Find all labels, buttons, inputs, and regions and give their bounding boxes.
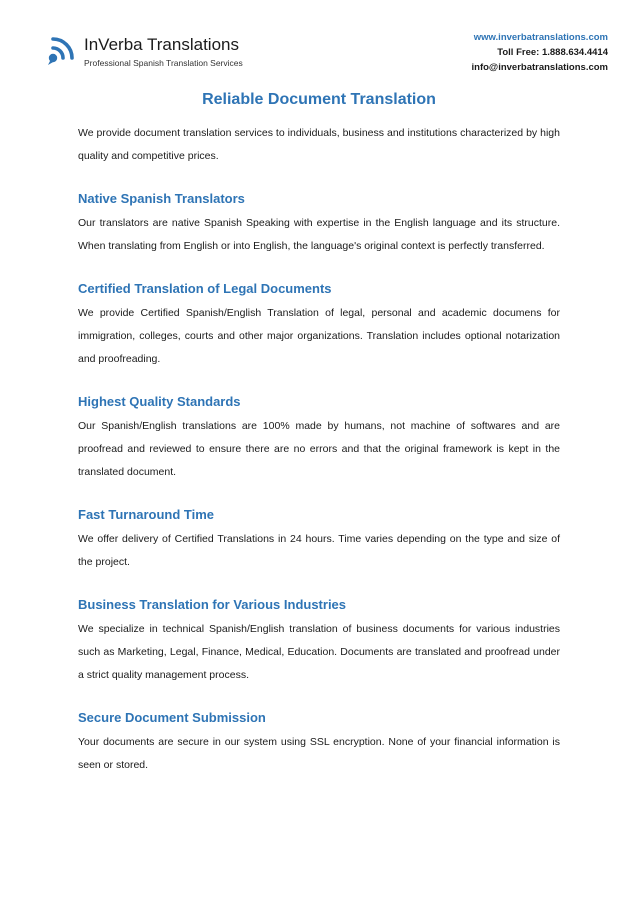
speech-wave-icon — [44, 34, 76, 66]
intro-paragraph: We provide document translation services to individuals, business and institutions characterized by high quality and competitive prices. — [78, 127, 560, 162]
section-turnaround-time — [78, 506, 560, 574]
section-body: We specialize in technical Spanish/English translation of business documents for various industries such as Marketing, Legal, Finance, Medical, Education. Documents are translated and proofread under a strict quality management process. — [78, 623, 560, 681]
section-body: We offer delivery of Certified Translations in 24 hours. Time varies depending on the type and size of the project. — [78, 533, 560, 568]
section-business-translation — [78, 596, 560, 687]
section-heading: Certified Translation of Legal Documents — [78, 281, 332, 296]
phone-number: Toll Free: 1.888.634.4414 — [497, 47, 608, 58]
brand-name: InVerba Translations — [84, 35, 239, 54]
section-body: Your documents are secure in our system using SSL encryption. None of your financial information is seen or stored. — [78, 736, 560, 771]
section-native-translators — [78, 190, 560, 258]
section-body: Our translators are native Spanish Speaking with expertise in the English language and its structure. When translating from English or into English, the language's original context is perfectly transferred. — [78, 217, 560, 252]
section-body: We provide Certified Spanish/English Translation of legal, personal and academic documens for immigration, colleges, courts and other major organizations. Translation includes optional notarization and proofreading. — [78, 307, 560, 365]
section-heading: Native Spanish Translators — [78, 191, 245, 206]
section-body: Our Spanish/English translations are 100% made by humans, not machine of softwares and are proofread and reviewed to ensure there are no errors and that the original framework is kept in the translated document. — [78, 420, 560, 478]
document-title: Reliable Document Translation — [202, 91, 436, 108]
brand-tagline: Professional Spanish Translation Services — [84, 58, 243, 68]
website-link[interactable]: www.inverbatranslations.com — [473, 32, 608, 43]
email-address[interactable]: info@inverbatranslations.com — [471, 62, 608, 73]
section-quality-standards — [78, 393, 560, 484]
letterhead — [44, 30, 608, 80]
section-heading: Fast Turnaround Time — [78, 507, 215, 522]
section-secure-submission — [78, 709, 560, 777]
section-heading: Business Translation for Various Industries — [78, 597, 347, 612]
section-legal-documents — [78, 280, 560, 371]
section-heading: Secure Document Submission — [78, 710, 266, 725]
section-heading: Highest Quality Standards — [78, 394, 241, 409]
document-body — [78, 122, 560, 777]
contact-block — [472, 30, 608, 75]
